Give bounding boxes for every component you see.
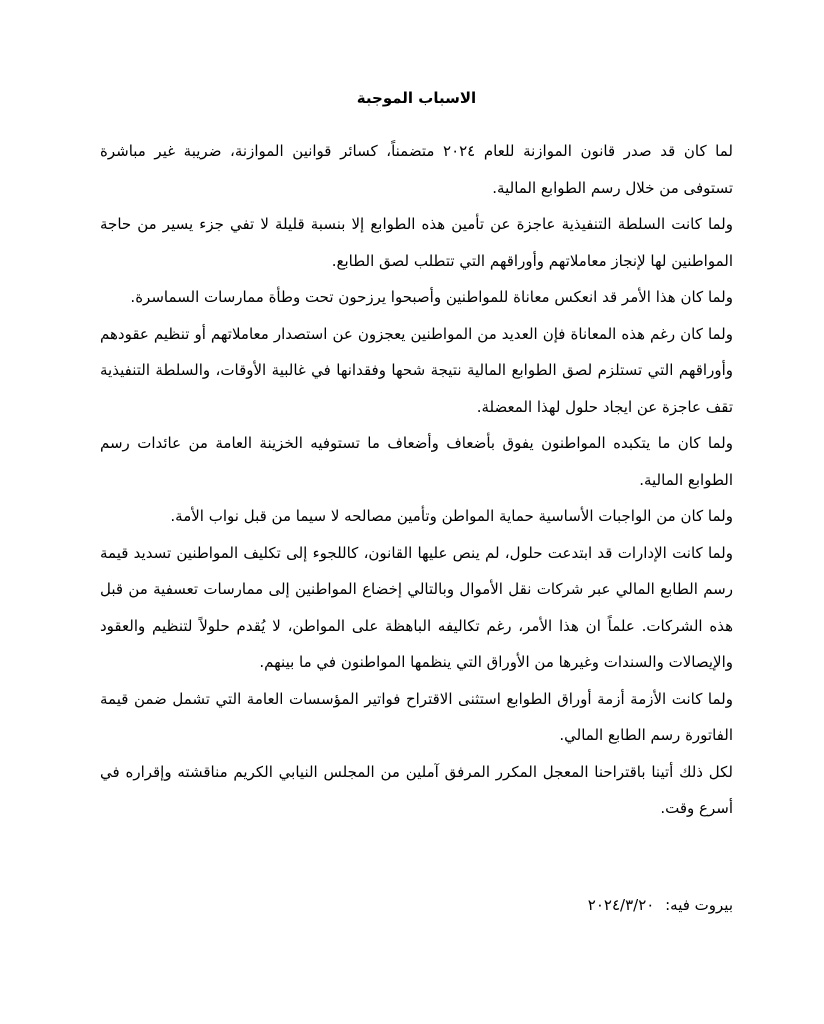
paragraph: لما كان قد صدر قانون الموازنة للعام ٢٠٢٤ متضمناً، كسائر قوانين الموازنة، ضريبة غير مباشرة تستوفى من خلال رسم الطوابع المالية.: [100, 142, 733, 197]
document-body: [100, 84, 733, 827]
paragraph: ولما كانت السلطة التنفيذية عاجزة عن تأمين هذه الطوابع إلا بنسبة قليلة لا تفي جزء يسير من حاجة المواطنين لها لإنجاز معاملاتهم وأوراقهم التي تتطلب لصق الطابع.: [100, 215, 733, 270]
paragraph: ولما كانت الإدارات قد ابتدعت حلول، لم ينص عليها القانون، كاللجوء إلى تكليف المواطنين تسديد قيمة رسم الطابع المالي عبر شركات نقل الأموال وبالتالي إخضاع المواطنين إلى ممارسات تعسفية من قبل هذه الشركات. علماً ان هذا الأمر، رغم تكاليفه الباهظة على المواطن، لا يُقدم حلولاً لتنظيم والعقود والإيصالات والسندات وغيرها من الأوراق التي ينظمها المواطنون في ما بينهم.: [100, 543, 733, 671]
paragraph: ولما كان ما يتكبده المواطنون يفوق بأضعاف وأضعاف ما تستوفيه الخزينة العامة من عائدات رسم الطوابع المالية.: [100, 434, 733, 489]
paragraph: ولما كان من الواجبات الأساسية حماية المواطن وتأمين مصالحه لا سيما من قبل نواب الأمة.: [170, 507, 733, 525]
paragraph: ولما كان هذا الأمر قد انعكس معاناة للمواطنين وأصبحوا يرزحون تحت وطأة ممارسات السماسرة.: [130, 288, 733, 306]
paragraph: ولما كانت الأزمة أزمة أوراق الطوابع استثنى الاقتراح فواتير المؤسسات العامة التي تشمل ضمن قيمة الفاتورة رسم الطابع المالي.: [100, 689, 733, 744]
paragraph: لكل ذلك أتينا باقتراحنا المعجل المكرر المرفق آملين من المجلس النيابي الكريم مناقشته وإقراره في أسرع وقت.: [100, 762, 733, 817]
document-footer: [588, 887, 733, 923]
place-label: بيروت فيه:: [665, 896, 733, 914]
paragraph: ولما كان رغم هذه المعاناة فإن العديد من المواطنين يعجزون عن استصدار معاملاتهم أو تنظيم عقودهم وأوراقهم التي تستلزم لصق الطوابع المالية نتيجة شحها وفقدانها في غالبية الأوقات، والسلطة التنفيذية تقف عاجزة عن ايجاد حلول لهذا المعضلة.: [100, 324, 733, 416]
document-date: ٢٠٢٤/٣/٢٠: [587, 896, 655, 914]
document-title: الاسباب الموجبة: [356, 89, 477, 107]
